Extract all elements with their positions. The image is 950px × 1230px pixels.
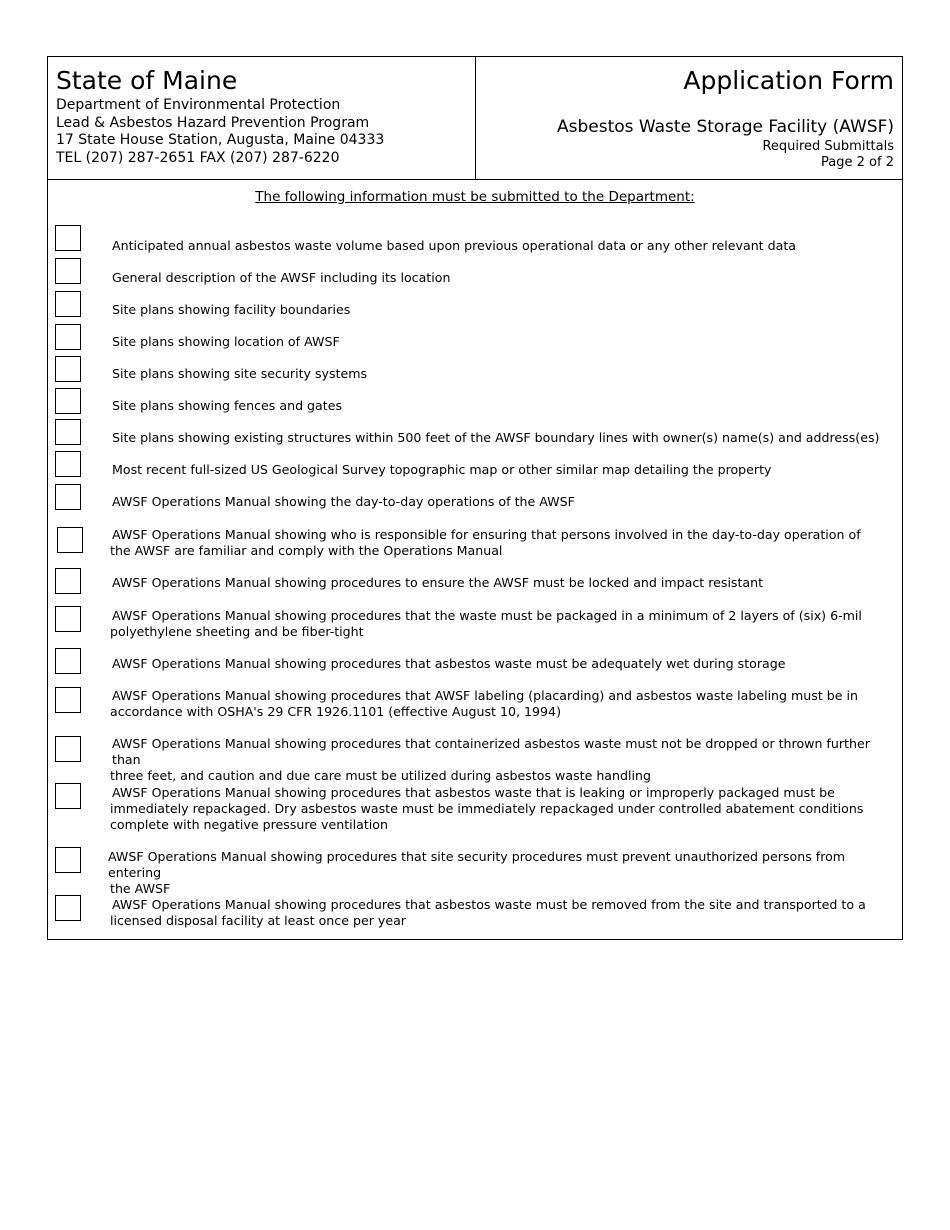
- submittal-text: Site plans showing site security systems: [112, 366, 368, 381]
- submittal-text: AWSF Operations Manual showing procedures that site security procedures must prevent unauthorized persons from entering: [108, 849, 846, 880]
- mailing-address: 17 State House Station, Augusta, Maine 04333: [56, 132, 385, 149]
- submittal-checkbox[interactable]: [55, 291, 81, 317]
- submittal-text: AWSF Operations Manual showing procedures that asbestos waste must be removed from the site and transported to a: [112, 897, 866, 912]
- form-info-block: [476, 57, 902, 179]
- submittal-text-continued: polyethylene sheeting and be fiber-tight: [110, 624, 364, 639]
- submittal-text: AWSF Operations Manual showing procedures to ensure the AWSF must be locked and impact resistant: [112, 575, 764, 590]
- submittal-text: AWSF Operations Manual showing procedures that the waste must be packaged in a minimum of 2 layers of (six) 6-mil: [112, 608, 862, 623]
- submittal-text: AWSF Operations Manual showing the day-to-day operations of the AWSF: [112, 494, 575, 509]
- section-name: Required Submittals: [762, 139, 894, 154]
- submittal-text-continued: the AWSF are familiar and comply with the Operations Manual: [110, 543, 503, 558]
- program-name: Lead & Asbestos Hazard Prevention Program: [56, 114, 370, 131]
- submittal-checkbox[interactable]: [55, 451, 81, 477]
- submittal-checkbox[interactable]: [57, 527, 83, 553]
- submittal-checkbox[interactable]: [55, 783, 81, 809]
- phone-fax: TEL (207) 287-2651 FAX (207) 287-6220: [56, 150, 340, 167]
- submittal-checkbox[interactable]: [55, 258, 81, 284]
- submittal-checkbox[interactable]: [55, 225, 81, 251]
- submittal-checkbox[interactable]: [55, 419, 81, 445]
- submittal-checkbox[interactable]: [55, 648, 81, 674]
- submittal-text: General description of the AWSF including its location: [112, 270, 451, 285]
- submittal-text: AWSF Operations Manual showing procedures that asbestos waste that is leaking or improperly packaged must be: [112, 785, 835, 800]
- form-title: Application Form: [683, 66, 894, 95]
- submittal-text-continued: the AWSF: [110, 881, 171, 896]
- submittal-text: AWSF Operations Manual showing procedures that containerized asbestos waste must not be dropped or thrown further than: [112, 736, 870, 767]
- submittal-checkbox[interactable]: [55, 356, 81, 382]
- submittal-checkbox[interactable]: [55, 895, 81, 921]
- submittal-text-continued: immediately repackaged. Dry asbestos waste must be immediately repackaged under controlled abatement conditions complete with negative pressure ventilation: [110, 801, 864, 832]
- submittal-text-continued: licensed disposal facility at least once per year: [110, 913, 406, 928]
- application-form: [47, 56, 903, 940]
- intro-instruction: The following information must be submitted to the Department:: [255, 189, 695, 205]
- submittal-text-continued: accordance with OSHA's 29 CFR 1926.1101 (effective August 10, 1994): [110, 704, 561, 719]
- submittal-text: Site plans showing fences and gates: [112, 398, 343, 413]
- form-header: [48, 57, 902, 180]
- agency-contact: [56, 97, 384, 168]
- submittal-checkbox[interactable]: [55, 606, 81, 632]
- submittal-checkbox[interactable]: [55, 324, 81, 350]
- submittal-checkbox[interactable]: [55, 736, 81, 762]
- submittal-text-continued: three feet, and caution and due care must be utilized during asbestos waste handling: [110, 768, 651, 783]
- submittal-text: Anticipated annual asbestos waste volume based upon previous operational data or any other relevant data: [112, 238, 796, 253]
- org-name: State of Maine: [56, 66, 238, 95]
- submittal-text: AWSF Operations Manual showing procedures that asbestos waste must be adequately wet during storage: [112, 656, 786, 671]
- submittal-text: AWSF Operations Manual showing who is responsible for ensuring that persons involved in the day-to-day operation of: [112, 527, 861, 542]
- submittal-checkbox[interactable]: [55, 568, 81, 594]
- submittal-text: AWSF Operations Manual showing procedures that AWSF labeling (placarding) and asbestos waste labeling must be in: [112, 688, 859, 703]
- page-number: Page 2 of 2: [821, 155, 894, 170]
- submittal-checkbox[interactable]: [55, 388, 81, 414]
- agency-block: [48, 57, 476, 179]
- department-name: Department of Environmental Protection: [56, 97, 341, 113]
- form-subtitle: Asbestos Waste Storage Facility (AWSF): [557, 117, 894, 137]
- submittal-text: Site plans showing location of AWSF: [112, 334, 340, 349]
- submittal-checkbox[interactable]: [55, 847, 81, 873]
- submittal-text: Most recent full-sized US Geological Survey topographic map or other similar map detailing the property: [112, 462, 772, 477]
- submittal-text: Site plans showing existing structures within 500 feet of the AWSF boundary lines with owner(s) name(s) and address(es): [112, 430, 880, 445]
- submittal-text: Site plans showing facility boundaries: [112, 302, 351, 317]
- submittal-checkbox[interactable]: [55, 687, 81, 713]
- submittal-checkbox[interactable]: [55, 484, 81, 510]
